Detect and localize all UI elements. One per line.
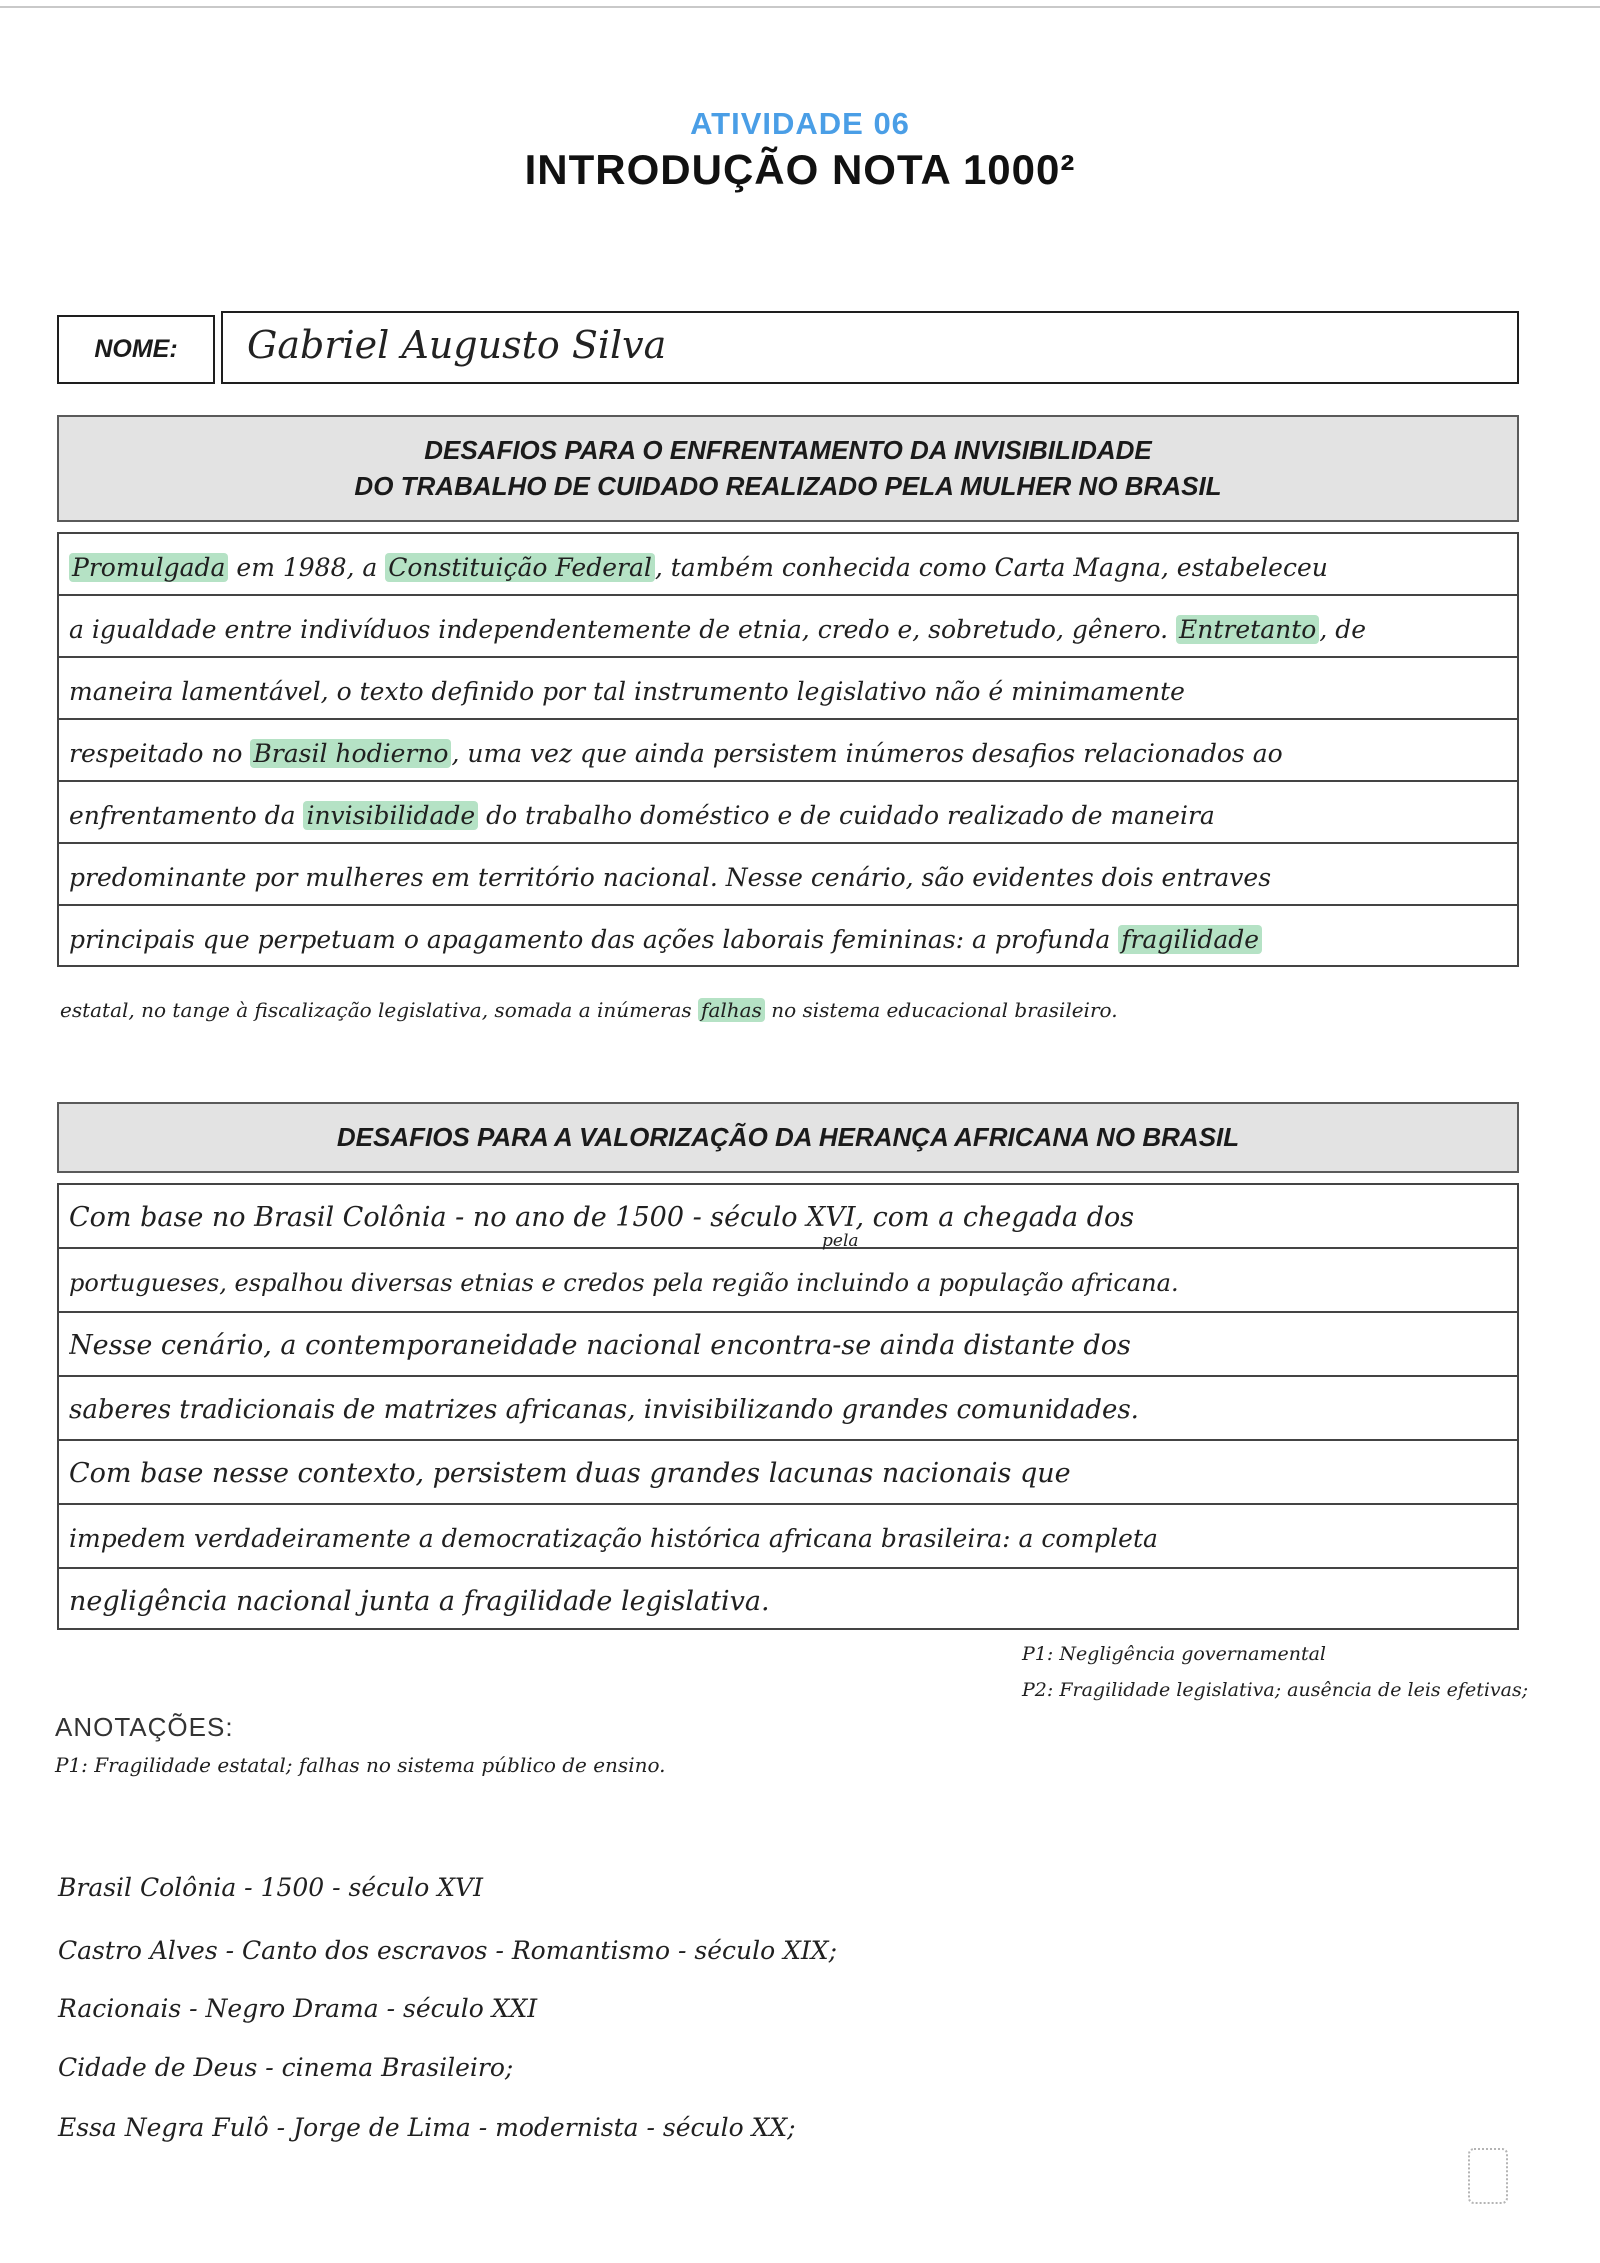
notes-label: ANOTAÇÕES: [55, 1712, 234, 1742]
note-p1: P1: Fragilidade estatal; falhas no sistema público de ensino. [55, 1753, 666, 1777]
name-label: NOME: [57, 315, 215, 384]
writing-line [59, 718, 1517, 770]
writing-line [59, 1439, 1517, 1491]
handwriting-line: Com base nesse contexto, persistem duas grandes lacunas nacionais que [69, 1458, 1071, 1489]
writing-line [59, 1183, 1517, 1235]
scan-stamp-mark [1468, 2148, 1508, 2204]
handwriting-line: respeitado no Brasil hodierno , uma vez que ainda persistem inúmeros desafios relacionados ao [69, 739, 1283, 768]
margin-note-p2: P2: Fragilidade legislativa; ausência de leis efetivas; [1022, 1679, 1529, 1701]
handwriting-line: Promulgada em 1988, a Constituição Federal , também conhecida como Carta Magna, estabeleceu [69, 553, 1507, 582]
theme-box-1 [57, 415, 1519, 522]
handwriting-line: impedem verdadeiramente a democratização histórica africana brasileira: a completa [69, 1524, 1158, 1553]
writing-line [59, 1375, 1517, 1427]
writing-line [59, 532, 1517, 584]
handwriting-line: predominante por mulheres em território nacional. Nesse cenário, são evidentes dois entraves [69, 863, 1272, 892]
reference-item: Castro Alves - Canto dos escravos - Romantismo - século XIX; [58, 1936, 838, 1965]
highlight: Entretanto [1176, 615, 1319, 644]
handwriting-line: negligência nacional junta a fragilidade legislativa. [69, 1586, 770, 1617]
writing-line [59, 780, 1517, 832]
theme-2-line: DESAFIOS PARA A VALORIZAÇÃO DA HERANÇA AFRICANA NO BRASIL [336, 1121, 1240, 1152]
handwriting-line: enfrentamento da invisibilidade do trabalho doméstico e de cuidado realizado de maneira [69, 801, 1215, 830]
handwriting-line: saberes tradicionais de matrizes africanas, invisibilizando grandes comunidades. [69, 1395, 1139, 1425]
scan-edge [0, 6, 1600, 8]
handwriting-overflow-line: estatal, no tange à fiscalização legislativa, somada a inúmeras falhas no sistema educacional brasileiro. [60, 998, 1118, 1022]
theme-1-line-2: DO TRABALHO DE CUIDADO REALIZADO PELA MULHER NO BRASIL [354, 470, 1222, 501]
writing-line [59, 904, 1517, 956]
activity-number: ATIVIDADE 06 [690, 106, 910, 141]
highlight: Constituição Federal [385, 553, 655, 582]
name-field [221, 311, 1519, 384]
theme-1-line-1: DESAFIOS PARA O ENFRENTAMENTO DA INVISIBILIDADE [424, 434, 1152, 465]
handwriting-line: Com base no Brasil Colônia - no ano de 1500 - século XVI, com a chegada dos [69, 1202, 1135, 1233]
handwriting-line: Nesse cenário, a contemporaneidade nacional encontra-se ainda distante dos [69, 1330, 1131, 1361]
writing-line [59, 842, 1517, 894]
margin-note-p1: P1: Negligência governamental [1022, 1643, 1326, 1665]
page-title: INTRODUÇÃO NOTA 1000² [524, 146, 1076, 193]
highlight: falhas [698, 998, 765, 1022]
highlight: invisibilidade [303, 801, 478, 830]
writing-line [59, 1567, 1517, 1619]
reference-item: Essa Negra Fulô - Jorge de Lima - modernista - século XX; [58, 2113, 796, 2142]
handwriting-line: portugueses, espalhou diversas etnias e credos pela região incluindo a população africana. [69, 1269, 1179, 1297]
writing-line [59, 656, 1517, 708]
writing-line [59, 1231, 1517, 1299]
reference-item: Racionais - Negro Drama - século XXI [58, 1994, 538, 2023]
handwriting-line: maneira lamentável, o texto definido por tal instrumento legislativo não é minimamente [69, 677, 1185, 706]
highlight: Brasil hodierno [250, 739, 451, 768]
margin-notes [1022, 1636, 1582, 1708]
reference-item: Brasil Colônia - 1500 - século XVI [58, 1873, 483, 1902]
writing-area-2 [57, 1183, 1519, 1630]
theme-box-2 [57, 1102, 1519, 1173]
highlight: Promulgada [69, 553, 228, 582]
writing-line [59, 1311, 1517, 1363]
writing-line [59, 594, 1517, 646]
handwriting-line: a igualdade entre indivíduos independentemente de etnia, credo e, sobretudo, gênero. Entretanto , de [69, 615, 1367, 644]
reference-item: Cidade de Deus - cinema Brasileiro; [58, 2053, 514, 2082]
highlight: fragilidade [1118, 925, 1262, 954]
name-value: Gabriel Augusto Silva [247, 323, 667, 367]
handwriting-line: principais que perpetuam o apagamento das ações laborais femininas: a profunda fragilidade [69, 925, 1507, 954]
writing-area-1 [57, 532, 1519, 967]
writing-line [59, 1503, 1517, 1555]
caret-insertion: pela [822, 1231, 859, 1251]
